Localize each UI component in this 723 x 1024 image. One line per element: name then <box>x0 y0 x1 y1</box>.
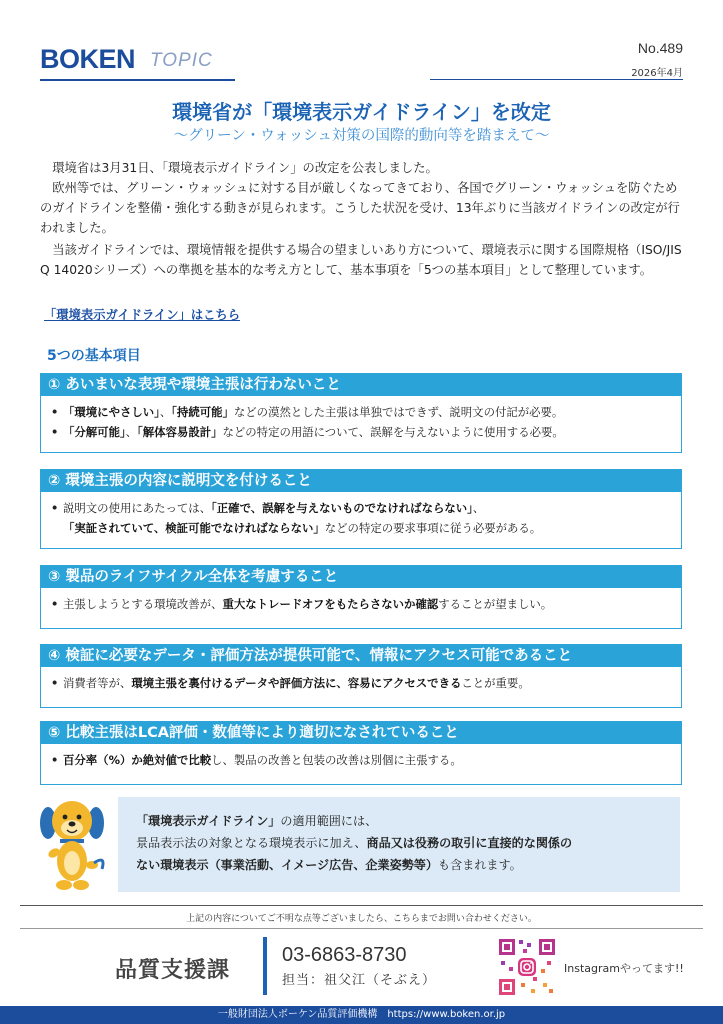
logo-topic: TOPIC <box>150 50 213 71</box>
issue-number: No.489 <box>637 40 683 56</box>
intro-sentence-1: 環境省は3月31日、「環境表示ガイドライン」の改定を公表しました。 <box>52 161 438 175</box>
dog-mascot-icon <box>36 795 108 895</box>
text: などの特定の用語について、誤解を与えないように使用する必要。 <box>222 425 564 439</box>
text: などの特定の要求事項に従う必要がある。 <box>324 521 542 535</box>
bullet-icon: • <box>51 501 59 515</box>
text: 説明文の使用にあたっては、 <box>63 501 212 515</box>
text: 、 <box>159 405 172 419</box>
phone-number: 03-6863-8730 <box>282 944 407 966</box>
text: の適用範囲には、 <box>280 814 378 828</box>
footer-divider <box>20 905 703 906</box>
basic-item-4-bullet-1 <box>51 673 681 693</box>
intro-sentence-2: 欧州等では、グリーン・ウォッシュに対する目が厳しくなってきており、各国でグリーン・ウォッシュを防ぐためのガイドラインを整備・強化する動きが見られます。こうした状況を受け、13年ぶりに当該ガイドラインの改定が行われました。 <box>40 181 680 235</box>
basic-item-1-heading: ① あいまいな表現や環境主張は行わないこと <box>41 374 681 396</box>
bullet-icon: • <box>51 597 59 611</box>
text: も含まれます。 <box>437 858 522 872</box>
basic-item-2 <box>40 469 682 549</box>
organization-footer: 一般財団法人ボーケン品質評価機構 https://www.boken.or.jp <box>0 1006 723 1024</box>
emph-text: 「環境にやさしい」 <box>63 405 160 419</box>
emph-text: 「持続可能」 <box>171 405 234 419</box>
intro-paragraph-1 <box>40 158 685 238</box>
basic-item-3-heading: ③ 製品のライフサイクル全体を考慮すること <box>41 566 681 588</box>
basic-item-1 <box>40 373 682 453</box>
basic-item-3-bullet-1 <box>51 594 681 614</box>
text: ことが重要。 <box>461 676 530 690</box>
bullet-icon: • <box>51 405 59 419</box>
page-subtitle: ～グリーン・ウォッシュ対策の国際的動向等を踏まえて～ <box>173 128 550 144</box>
logo-boken: BOKEN <box>40 44 136 74</box>
emph-text: 商品又は役務の取引に直接的な関係の <box>366 836 573 850</box>
text: 、 <box>125 425 138 439</box>
bullet-icon: • <box>51 676 59 690</box>
bullet-icon: • <box>51 425 59 439</box>
section-heading: 5つの基本項目 <box>47 348 141 364</box>
qr-code-icon[interactable] <box>497 937 557 997</box>
emph-text: 重大なトレードオフをもたらさないか確認 <box>222 597 439 611</box>
inquiry-note: 上記の内容についてご不明な点等ございましたら、こちらまでお問い合わせください。 <box>186 914 537 924</box>
basic-item-5 <box>40 721 682 785</box>
basic-item-2-bullet-1 <box>51 498 681 538</box>
text: し、製品の改善と包装の改善は別個に主張する。 <box>211 753 462 767</box>
text: 消費者等が、 <box>63 676 132 690</box>
emph-text: 「正確で、誤解を与えないものでなければならない」 <box>211 501 473 515</box>
basic-item-1-bullet-1 <box>51 402 681 422</box>
basic-item-5-heading: ⑤ 比較主張はLCA評価・数値等により適切になされていること <box>41 722 681 744</box>
emph-text: 環境主張を裏付けるデータや評価方法に、容易にアクセスできる <box>131 676 462 690</box>
emph-text: 「実証されていて、検証可能でなければならない」 <box>63 521 325 535</box>
basic-item-4-heading: ④ 検証に必要なデータ・評価方法が提供可能で、情報にアクセス可能であること <box>41 645 681 667</box>
issue-date: 2026年4月 <box>631 68 683 79</box>
bullet-icon: • <box>51 753 59 767</box>
emph-text: 「解体容易設計」 <box>137 425 223 439</box>
scope-note-text <box>136 810 676 876</box>
footer-divider-2 <box>20 928 703 929</box>
text: 、 <box>472 501 485 515</box>
instagram-note: Instagramやってます!! <box>564 962 684 975</box>
text: することが望ましい。 <box>438 597 553 611</box>
note-line-3 <box>136 854 676 876</box>
note-line-1 <box>136 810 676 832</box>
text: などの漠然とした主張は単独ではできず、説明文の付記が必要。 <box>233 405 564 419</box>
emph-text: 「分解可能」 <box>63 425 126 439</box>
basic-item-1-bullet-2 <box>51 422 681 442</box>
contact-divider <box>263 937 267 995</box>
basic-item-4 <box>40 644 682 708</box>
text: 景品表示法の対象となる環境表示に加え、 <box>136 836 367 850</box>
emph-text: 百分率（%）か絶対値で比較 <box>63 753 212 767</box>
header-divider <box>430 79 683 80</box>
emph-text: ない環境表示（事業活動、イメージ広告、企業姿勢等） <box>136 858 438 872</box>
basic-item-5-bullet-1 <box>51 750 681 770</box>
guideline-link[interactable]: 「環境表示ガイドライン」はこちら <box>44 308 241 322</box>
intro-paragraph-2 <box>40 240 685 280</box>
emph-text: 「環境表示ガイドライン」 <box>136 814 281 828</box>
contact-person: 担当：祖父江（そぶえ） <box>282 973 437 988</box>
basic-item-2-heading: ② 環境主張の内容に説明文を付けること <box>41 470 681 492</box>
department-name: 品質支援課 <box>115 958 231 983</box>
note-line-2 <box>136 832 676 854</box>
text: 主張しようとする環境改善が、 <box>63 597 223 611</box>
basic-item-3 <box>40 565 682 629</box>
intro-sentence-3: 当該ガイドラインでは、環境情報を提供する場合の望ましいあり方について、環境表示に関する国際規格（ISO/JIS Q 14020シリーズ）への準拠を基本的な考え方として、基本事項を「5つの基本項目」として整理しています。 <box>40 243 682 277</box>
page-title: 環境省が「環境表示ガイドライン」を改定 <box>172 100 551 124</box>
logo-underline <box>40 79 235 81</box>
